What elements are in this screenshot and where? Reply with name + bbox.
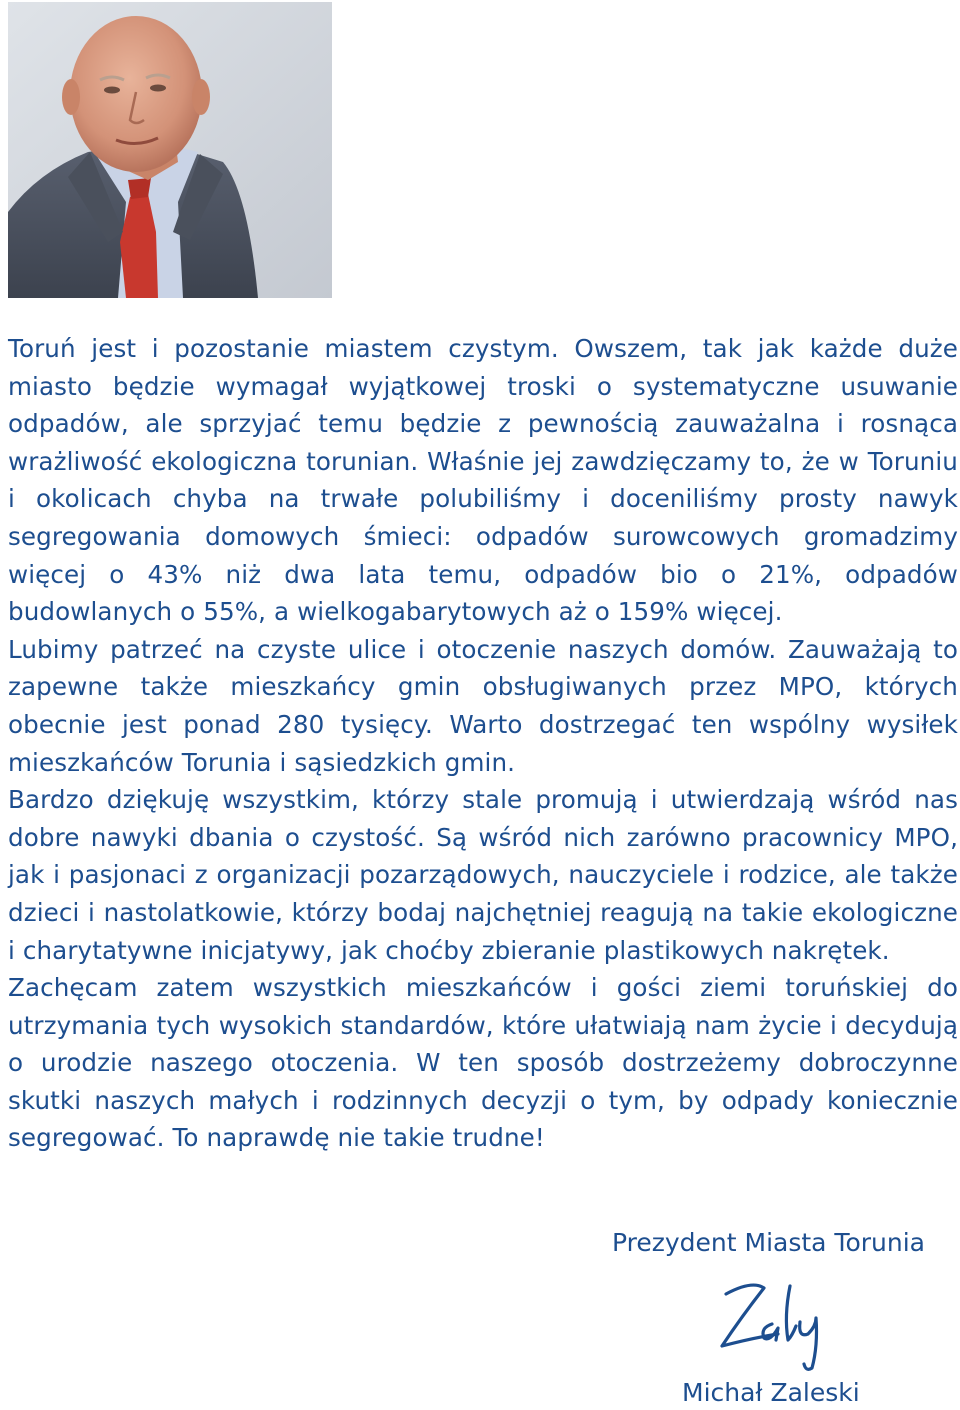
letter-paragraph: Zachęcam zatem wszystkich mieszkańców i gości ziemi toruńskiej do utrzymania tych wysokich standardów, które ułatwiają nam życie i decydują o urodzie naszego otoczenia. W ten sposób dostrzeżemy dobroczynne skutki naszych małych i rodzinnych decyzji o tym, by odpady koniecznie segregować. To naprawdę nie takie trudne! (8, 973, 958, 1153)
handwritten-signature (712, 1276, 842, 1376)
signatory-title: Prezydent Miasta Torunia (612, 1228, 925, 1257)
author-portrait (8, 2, 332, 298)
portrait-image (8, 2, 332, 298)
letter-paragraph: Bardzo dziękuję wszystkim, którzy stale promują i utwierdzają wśród nas dobre nawyki dbania o czystość. Są wśród nich zarówno pracownicy MPO, jak i pasjonaci z organizacji pozarządowych, nauczyciele i rodzice, ale także dzieci i nastolatkowie, którzy bodaj najchętniej reagują na takie ekologiczne i charytatywne inicjatywy, jak choćby zbieranie plastikowych nakrętek. (8, 785, 958, 965)
signatory-name: Michał Zaleski (682, 1378, 860, 1407)
letter-paragraph: Lubimy patrzeć na czyste ulice i otoczenie naszych domów. Zauważają to zapewne także mieszkańcy gmin obsługiwanych przez MPO, których obecnie jest ponad 280 tysięcy. Warto dostrzegać ten wspólny wysiłek mieszkańców Torunia i sąsiedzkich gmin. (8, 634, 958, 777)
letter-body (8, 330, 958, 1157)
letter-paragraph: Toruń jest i pozostanie miastem czystym. Owszem, tak jak każde duże miasto będzie wymagał wyjątkowej troski o systematyczne usuwanie odpadów, ale sprzyjać temu będzie z pewnością zauważalna i rosnąca wrażliwość ekologiczna torunian. Właśnie jej zawdzięczamy to, że w Toruniu i okolicach chyba na trwałe polubiliśmy i doceniliśmy prosty nawyk segregowania domowych śmieci: odpadów surowcowych gromadzimy więcej o 43% niż dwa lata temu, odpadów bio o 21%, odpadów budowlanych o 55%, a wielkogabarytowych aż o 159% więcej. (8, 334, 958, 627)
